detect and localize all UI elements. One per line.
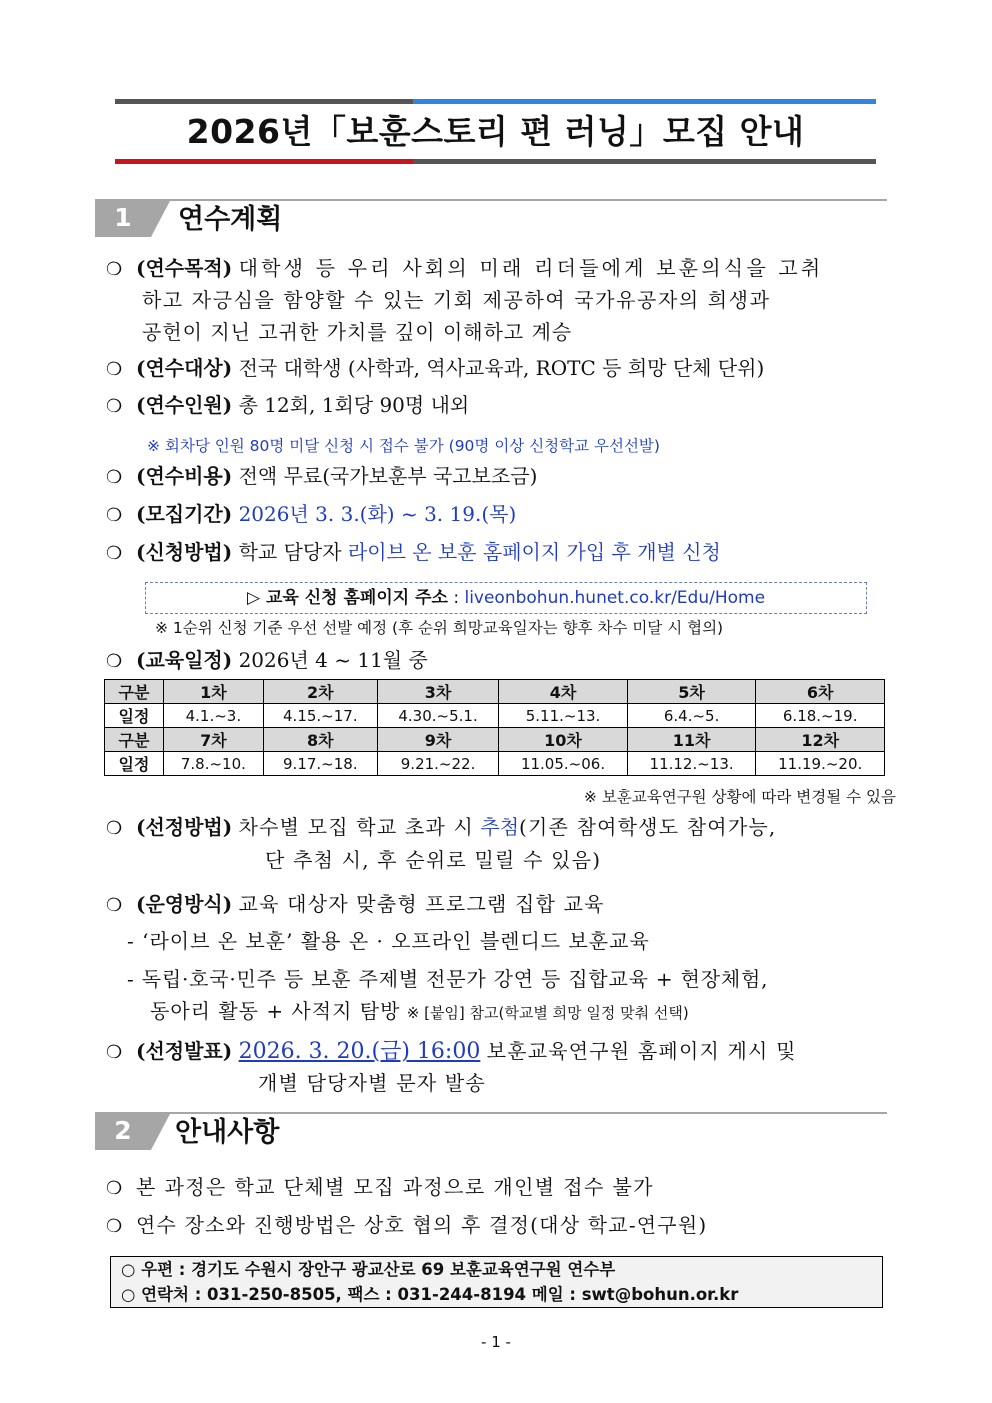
period-label: (모집기간) xyxy=(136,502,233,526)
table-head-cell: 7차 xyxy=(164,728,264,752)
count-label: (연수인원) xyxy=(136,393,233,417)
bullet-mark: ❍ xyxy=(106,1178,123,1199)
bullet-mark: ❍ xyxy=(106,818,123,839)
table-cell: 4.15.~17. xyxy=(263,704,377,728)
table-head-cell: 11차 xyxy=(627,728,756,752)
bullet-mark: ❍ xyxy=(106,895,123,916)
operation-detail-2: - 독립·호국·민주 등 보훈 주제별 전문가 강연 등 집합교육 + 현장체험, xyxy=(127,967,769,991)
operation-label: (운영방식) xyxy=(136,892,233,916)
bullet-mark: ❍ xyxy=(106,396,123,417)
table-cell: 4.1.~3. xyxy=(164,704,264,728)
title-rule-bottom-right xyxy=(413,159,876,164)
section2-title: 안내사항 xyxy=(175,1117,280,1148)
purpose-line-3: 공헌이 지닌 고귀한 가치를 깊이 이해하고 계승 xyxy=(142,320,573,344)
selection-text-c: (기존 참여학생도 참여가능, xyxy=(519,815,777,839)
info-1-text: 본 과정은 학교 단체별 모집 과정으로 개인별 접수 불가 xyxy=(136,1175,654,1199)
bullet-announce xyxy=(106,1036,797,1068)
schedule-label: (교육일정) xyxy=(136,648,233,672)
title-rule-top-left xyxy=(115,99,413,104)
table-head-cell: 2차 xyxy=(263,680,377,704)
bullet-mark: ❍ xyxy=(106,259,123,280)
selection-text-a: 차수별 모집 학교 초과 시 xyxy=(238,815,475,839)
count-note: ※ 회차당 인원 80명 미달 신청 시 접수 불가 (90명 이상 신청학교 우선선발) xyxy=(147,437,660,455)
table-head-cell: 1차 xyxy=(164,680,264,704)
table-head-cell: 8차 xyxy=(263,728,377,752)
bullet-schedule xyxy=(106,645,428,677)
homepage-box xyxy=(145,582,867,614)
bullet-target xyxy=(106,353,764,385)
table-cell: 9.21.~22. xyxy=(377,752,498,776)
bullet-selection xyxy=(106,812,776,844)
bullet-period xyxy=(106,499,516,531)
page-title: 2026년「보훈스토리 편 러닝」모집 안내 xyxy=(186,112,805,151)
table-head-cell: 12차 xyxy=(756,728,885,752)
title-rule-bottom-left xyxy=(115,159,413,164)
homepage-prefix: ▷ 교육 신청 홈페이지 주소 xyxy=(246,588,448,608)
table-cell: 6.4.~5. xyxy=(627,704,756,728)
section1-number: 1 xyxy=(95,199,151,237)
section1-title: 연수계획 xyxy=(178,204,283,235)
cost-label: (연수비용) xyxy=(136,464,233,488)
contact-box xyxy=(110,1256,883,1308)
bullet-mark: ❍ xyxy=(106,543,123,564)
bullet-operation xyxy=(106,889,605,921)
table-row-label: 일정 xyxy=(105,704,164,728)
table-head-cell: 3차 xyxy=(377,680,498,704)
table-head-cell: 5차 xyxy=(627,680,756,704)
title-rule-top-right xyxy=(413,99,876,104)
table-cell: 11.12.~13. xyxy=(627,752,756,776)
bullet-purpose xyxy=(106,253,823,285)
table-cell: 9.17.~18. xyxy=(263,752,377,776)
apply-text-a: 학교 담당자 xyxy=(238,540,342,564)
table-cell: 4.30.~5.1. xyxy=(377,704,498,728)
page-number: - 1 - xyxy=(481,1333,511,1351)
homepage-sep: : xyxy=(447,588,465,608)
bullet-mark: ❍ xyxy=(106,359,123,380)
cost-text: 전액 무료(국가보훈부 국고보조금) xyxy=(238,464,538,488)
selection-label: (선정방법) xyxy=(136,815,233,839)
apply-text-b: 라이브 온 보훈 홈페이지 가입 후 개별 신청 xyxy=(347,540,721,564)
operation-detail-3-note: ※ [붙임] 참고(학교별 희망 일정 맞춰 선택) xyxy=(406,1004,689,1022)
contact-address: ○ 우편 : 경기도 수원시 장안구 광교산로 69 보훈교육연구원 연수부 xyxy=(121,1260,616,1279)
operation-detail-3-row xyxy=(150,996,689,1026)
schedule-table xyxy=(104,679,885,776)
table-row-label: 일정 xyxy=(105,752,164,776)
table-cell: 7.8.~10. xyxy=(164,752,264,776)
table-cell: 11.05.~06. xyxy=(499,752,628,776)
target-text: 전국 대학생 (사학과, 역사교육과, ROTC 등 희망 단체 단위) xyxy=(238,356,765,380)
period-text: 2026년 3. 3.(화) ~ 3. 19.(목) xyxy=(238,502,517,526)
bullet-count xyxy=(106,390,469,422)
selection-line-2: 단 추첨 시, 후 순위로 밀릴 수 있음) xyxy=(265,848,602,872)
table-head-cell: 4차 xyxy=(499,680,628,704)
count-text: 총 12회, 1회당 90명 내외 xyxy=(238,393,470,417)
operation-text: 교육 대상자 맞춤형 프로그램 집합 교육 xyxy=(238,892,605,916)
table-head-label: 구분 xyxy=(105,680,164,704)
bullet-apply xyxy=(106,537,721,569)
contact-phone: ○ 연락처 : 031-250-8505, 팩스 : 031-244-8194 메일 : swt@bohun.or.kr xyxy=(121,1285,739,1304)
table-note: ※ 보훈교육연구원 상황에 따라 변경될 수 있음 xyxy=(583,788,896,806)
announce-text: 보훈교육연구원 홈페이지 게시 및 xyxy=(486,1039,797,1063)
target-label: (연수대상) xyxy=(136,356,233,380)
operation-detail-1: - ‘라이브 온 보훈’ 활용 온 · 오프라인 블렌디드 보훈교육 xyxy=(127,929,650,953)
bullet-info-2 xyxy=(106,1210,707,1242)
operation-detail-3: 동아리 활동 + 사적지 탐방 xyxy=(150,999,401,1023)
section2-slant xyxy=(151,1112,171,1150)
announce-date: 2026. 3. 20.(금) 16:00 xyxy=(238,1039,481,1064)
bullet-info-1 xyxy=(106,1172,654,1204)
section2-number: 2 xyxy=(95,1112,151,1150)
table-row xyxy=(105,752,885,776)
table-cell: 11.19.~20. xyxy=(756,752,885,776)
table-head-cell: 10차 xyxy=(499,728,628,752)
bullet-mark: ❍ xyxy=(106,467,123,488)
selection-text-b: 추첨 xyxy=(480,815,520,839)
announce-label: (선정발표) xyxy=(136,1039,233,1063)
bullet-cost xyxy=(106,461,537,493)
purpose-label: (연수목적) xyxy=(136,256,233,280)
bullet-mark: ❍ xyxy=(106,1216,123,1237)
table-head-cell: 9차 xyxy=(377,728,498,752)
table-head-label: 구분 xyxy=(105,728,164,752)
apply-label: (신청방법) xyxy=(136,540,233,564)
schedule-text: 2026년 4 ~ 11월 중 xyxy=(238,648,428,672)
announce-line-2: 개별 담당자별 문자 발송 xyxy=(258,1071,486,1095)
table-cell: 6.18.~19. xyxy=(756,704,885,728)
bullet-mark: ❍ xyxy=(106,651,123,672)
table-row xyxy=(105,704,885,728)
homepage-url[interactable]: liveonbohun.hunet.co.kr/Edu/Home xyxy=(464,588,766,608)
info-2-text: 연수 장소와 진행방법은 상호 협의 후 결정(대상 학교-연구원) xyxy=(136,1213,708,1237)
section1-slant xyxy=(151,199,171,237)
table-cell: 5.11.~13. xyxy=(499,704,628,728)
table-row xyxy=(105,680,885,704)
table-row xyxy=(105,728,885,752)
table-head-cell: 6차 xyxy=(756,680,885,704)
bullet-mark: ❍ xyxy=(106,1042,123,1063)
purpose-line-1: 대학생 등 우리 사회의 미래 리더들에게 보훈의식을 고취 xyxy=(238,256,824,280)
apply-note: ※ 1순위 신청 기준 우선 선발 예정 (후 순위 희망교육일자는 향후 차수 미달 시 협의) xyxy=(155,619,724,637)
bullet-mark: ❍ xyxy=(106,505,123,526)
purpose-line-2: 하고 자긍심을 함양할 수 있는 기회 제공하여 국가유공자의 희생과 xyxy=(142,288,771,312)
